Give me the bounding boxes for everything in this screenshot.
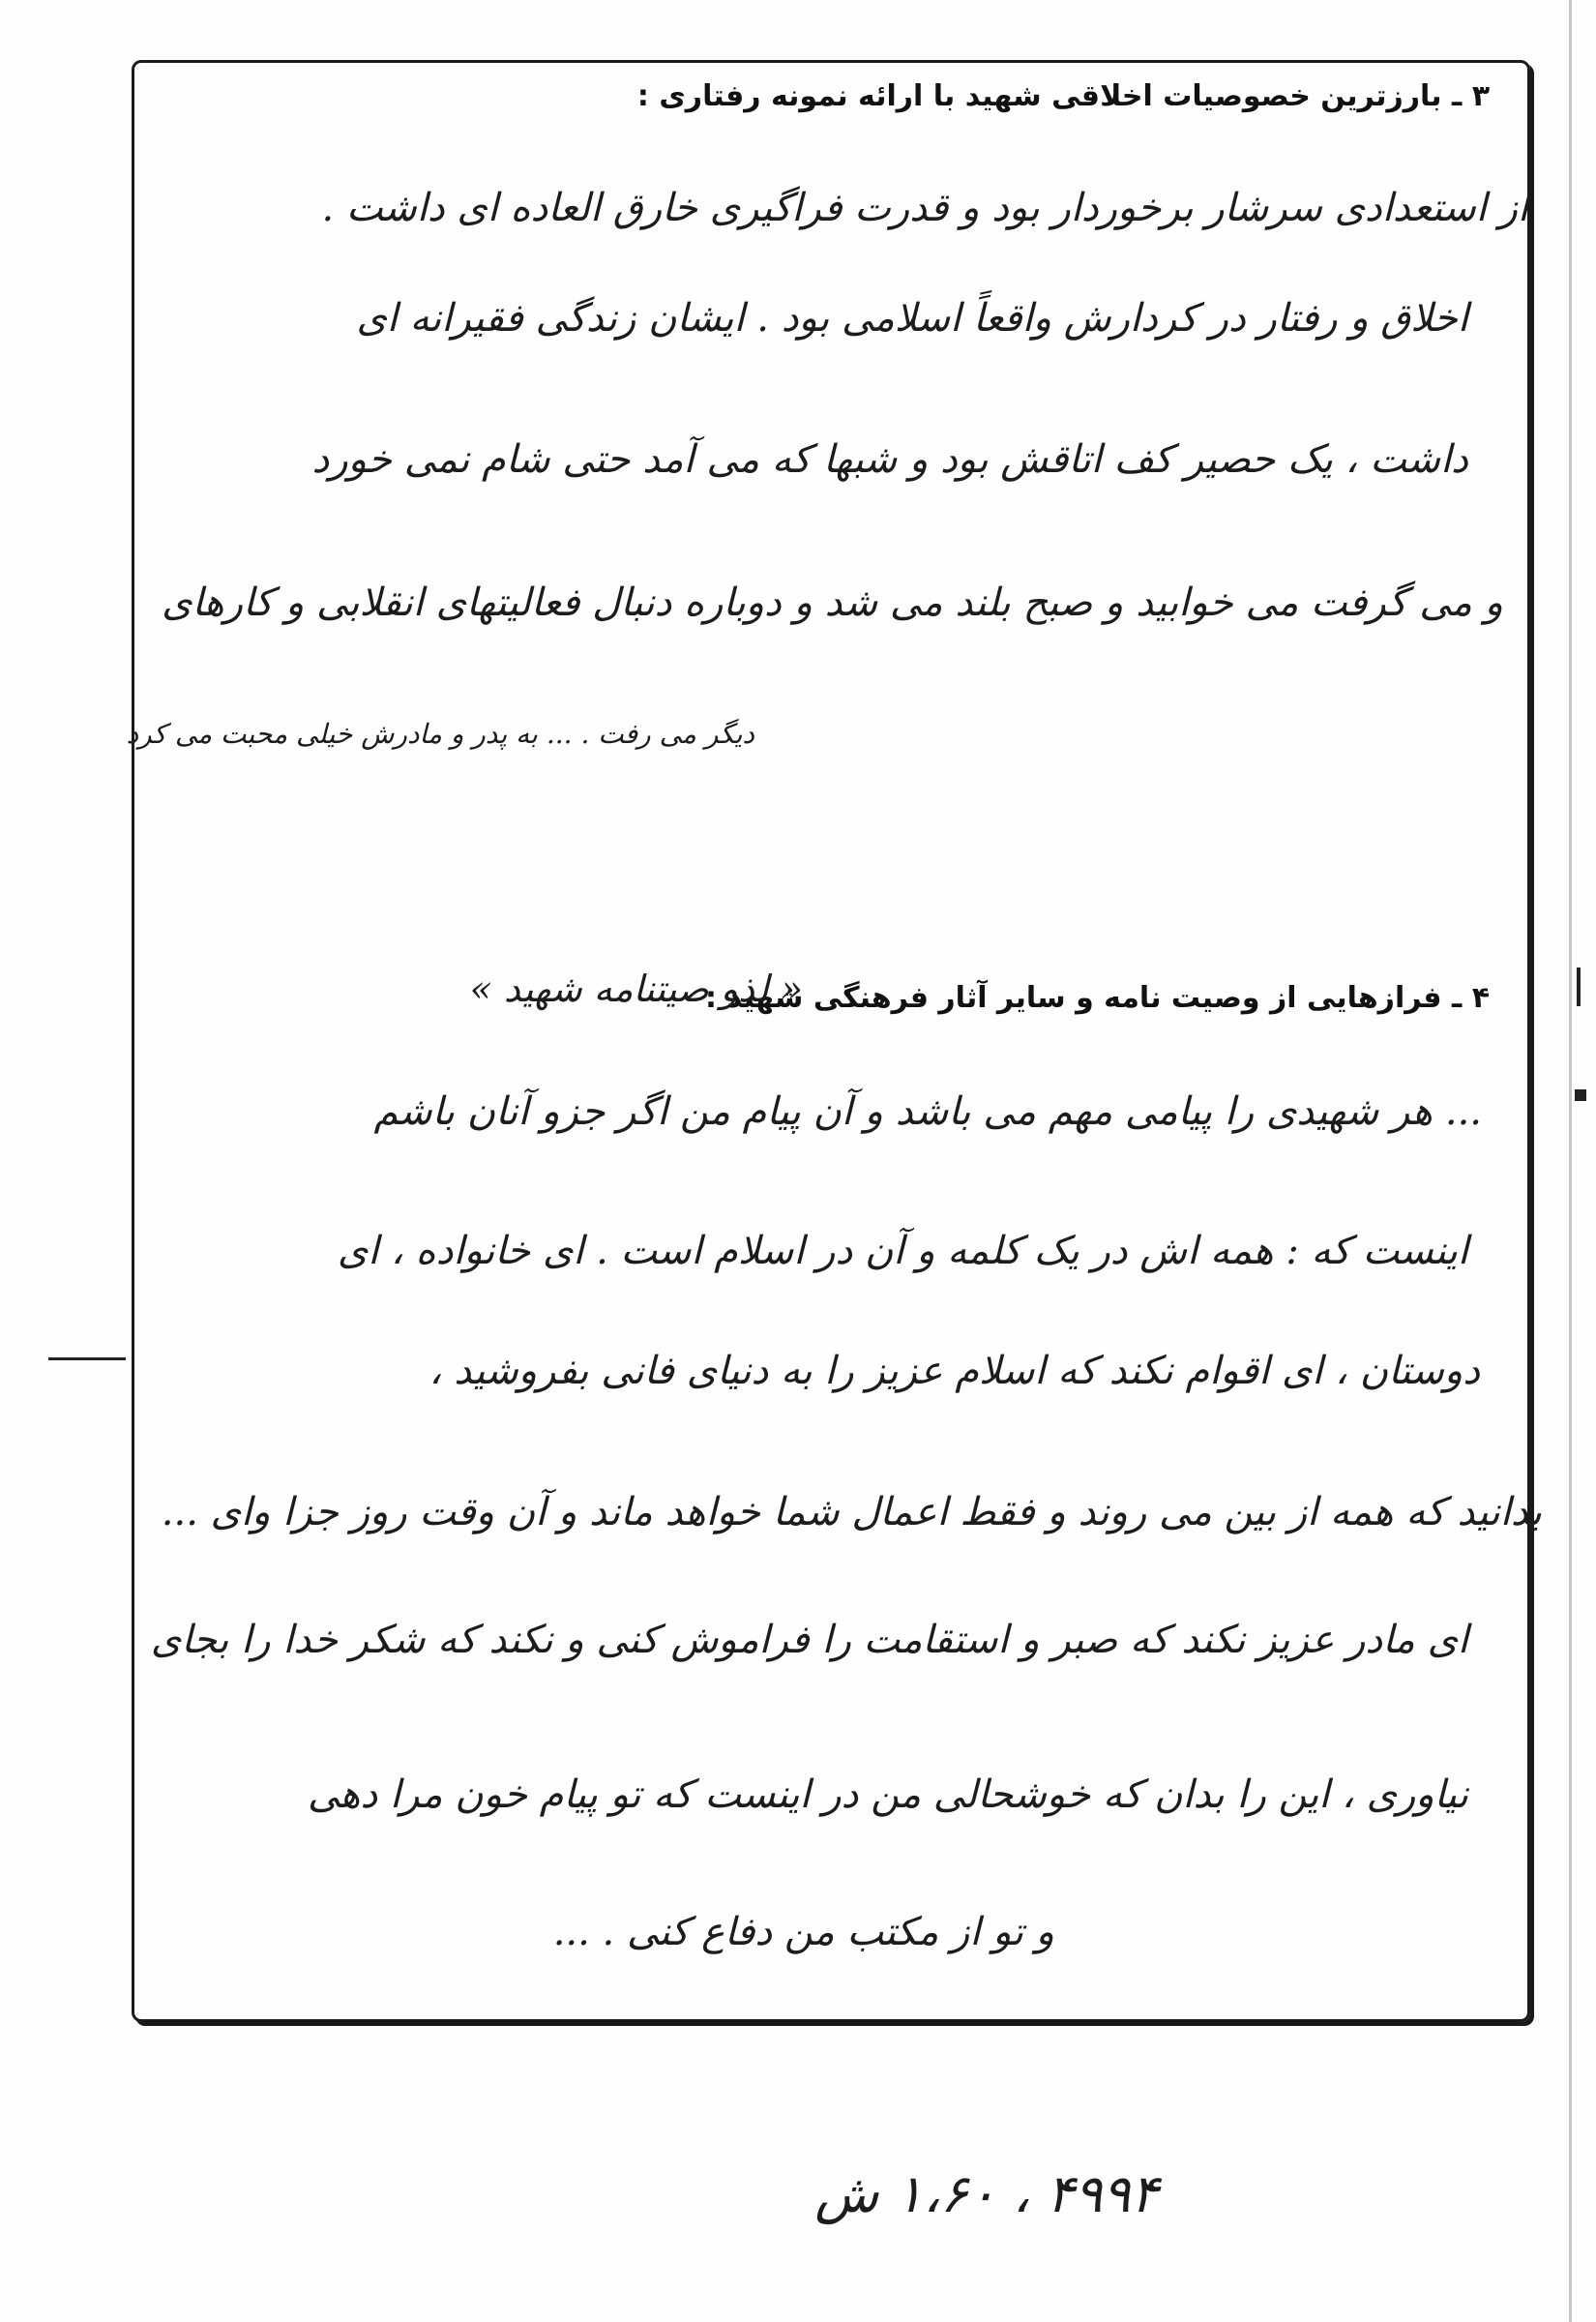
archive-number-note: ۴۹۹۴ ، ۱،۶۰ ش xyxy=(814,2163,1159,2224)
section-4-line-6: نیاوری ، این را بدان که خوشحالی من در اینست که تو پیام خون مرا دهی xyxy=(308,1772,1468,1817)
margin-mark-top xyxy=(1577,968,1581,1006)
section-4-line-5: ای مادر عزیز نکند که صبر و استقامت را فراموش کنی و نکند که شکر خدا را بجای xyxy=(150,1618,1468,1662)
section-3-heading: ۳ ـ بارزترین خصوصیات اخلاقی شهید با ارائه نمونه رفتاری : xyxy=(636,79,1490,113)
section-4-line-7: و تو از مکتب من دفاع کنی . ... xyxy=(552,1910,1054,1954)
section-4-line-1: ... هر شهیدی را پیامی مهم می باشد و آن پیام من اگر جزو آنان باشم xyxy=(373,1089,1482,1134)
section-4-line-2: اینست که : همه اش در یک کلمه و آن در اسلام است . ای خانواده ، ای xyxy=(337,1229,1468,1273)
margin-mark-bottom xyxy=(1575,1089,1586,1101)
section-3-line-4: و می گرفت می خوابید و صبح بلند می شد و دوباره دنبال فعالیتهای انقلابی و کارهای xyxy=(162,580,1503,625)
section-3-line-1: از استعدادی سرشار برخوردار بود و قدرت فراگیری خارق العاده ای داشت . xyxy=(321,186,1528,230)
section-4-heading: ۴ ـ فرازهایی از وصیت نامه و سایر آثار فرهنگی شهید : xyxy=(705,981,1490,1015)
page-edge-line xyxy=(1569,0,1572,2322)
section-4-handwritten-note: « لذو صیتنامه شهید » xyxy=(469,968,803,1010)
form-frame xyxy=(132,60,1530,2022)
section-4-line-4: بدانید که همه از بین می روند و فقط اعمال شما خواهد ماند و آن وقت روز جزا وای ... xyxy=(161,1490,1542,1534)
section-3-line-2: اخلاق و رفتار در کردارش واقعاً اسلامی بود . ایشان زندگی فقیرانه ای xyxy=(356,296,1468,341)
margin-dash-mark xyxy=(48,1357,126,1360)
section-3-line-5: دیگر می رفت . ... به پدر و مادرش خیلی محبت می کرد xyxy=(126,718,754,750)
section-4-line-3: دوستان ، ای اقوام نکند که اسلام عزیز را به دنیای فانی بفروشید ، xyxy=(429,1349,1480,1393)
section-3-line-3: داشت ، یک حصیر کف اتاقش بود و شبها که می آمد حتی شام نمی خورد xyxy=(311,437,1468,482)
